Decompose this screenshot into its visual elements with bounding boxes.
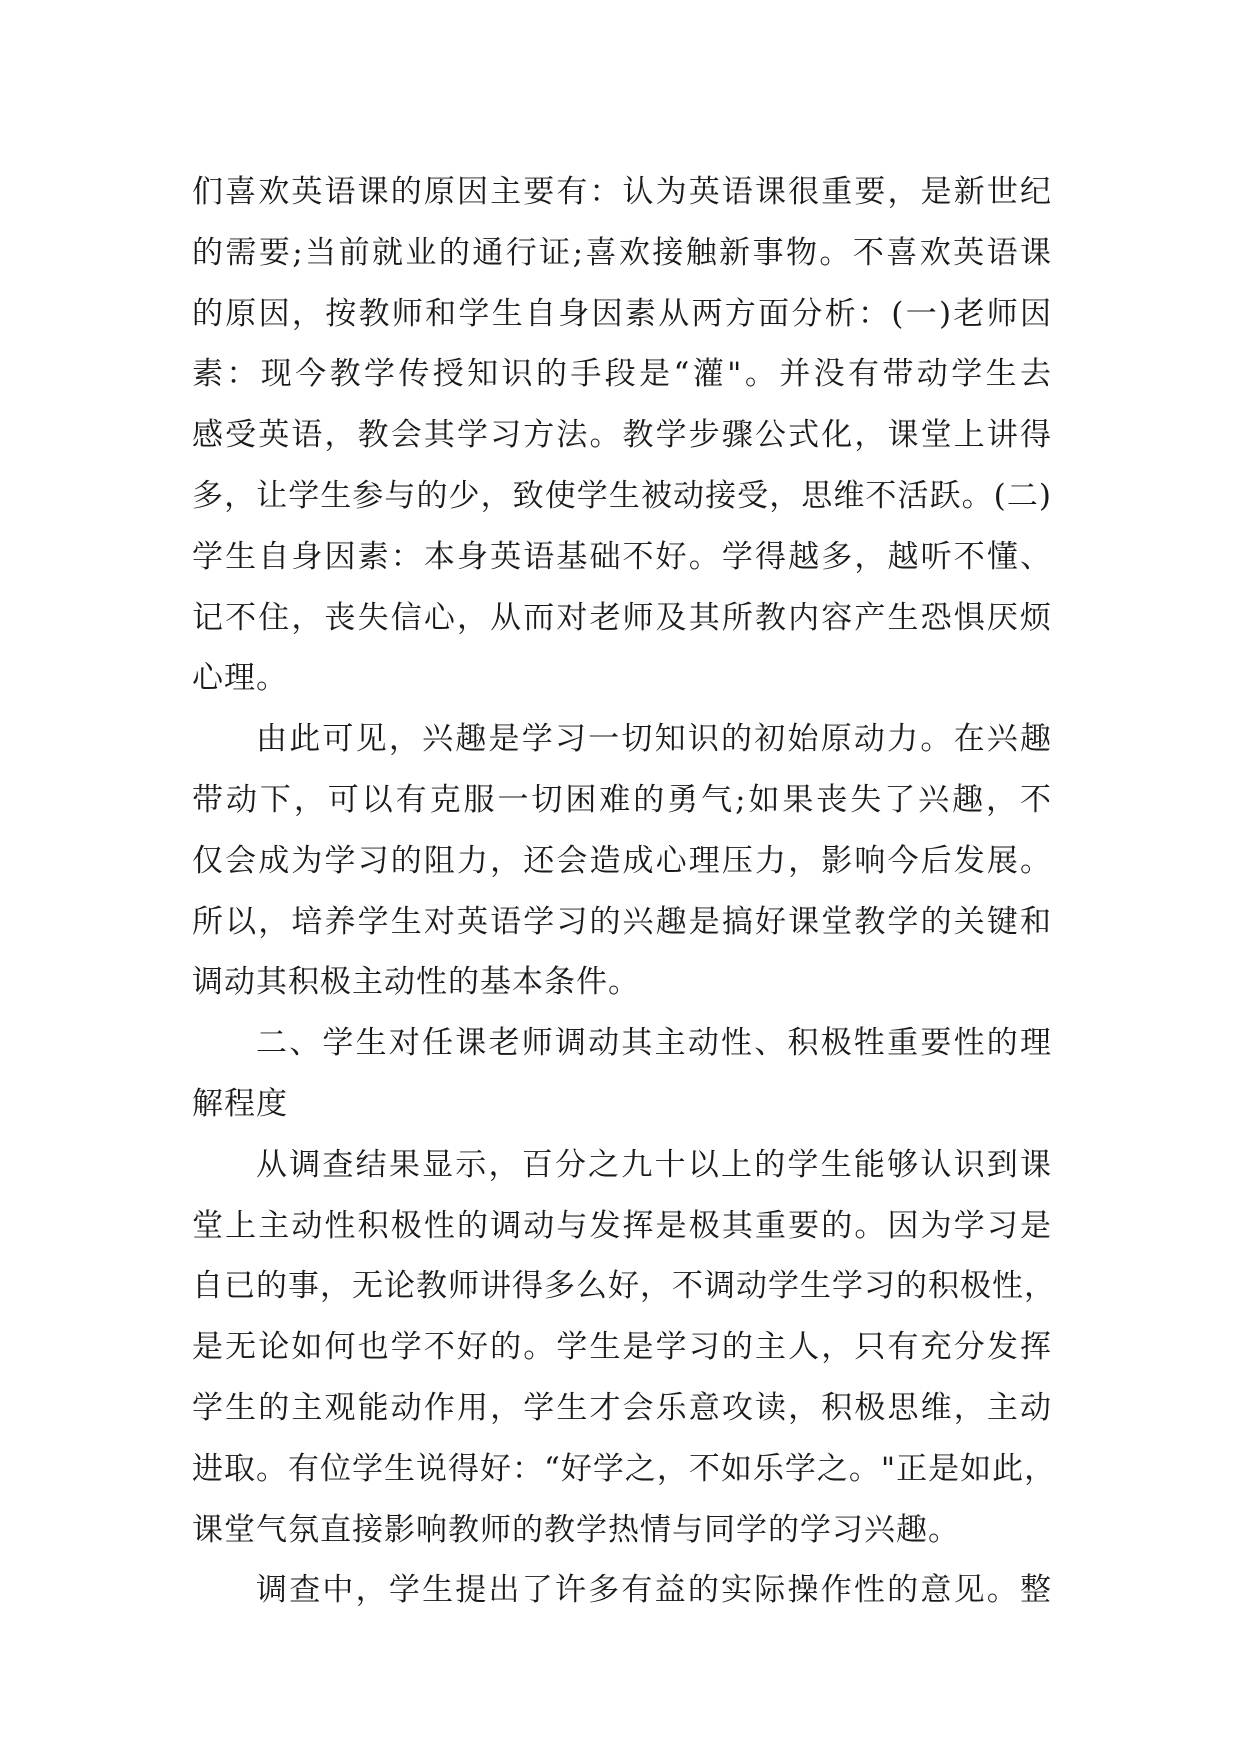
text-line: 从调查结果显示，百分之九十以上的学生能够认识到课 bbox=[256, 1146, 1052, 1183]
text-line: 多，让学生参与的少，致使学生被动接受，思维不活跃。(二) bbox=[192, 477, 1052, 514]
text-line: 心理。 bbox=[192, 660, 288, 697]
section-heading-2 bbox=[192, 1013, 1052, 1135]
paragraph-continuation bbox=[192, 162, 1052, 709]
text-line: 自已的事，无论教师讲得多么好，不调动学生学习的积极性， bbox=[192, 1268, 1056, 1305]
text-line: 所以，培养学生对英语学习的兴趣是搞好课堂教学的关键和 bbox=[192, 903, 1052, 940]
text-line: 的原因，按教师和学生自身因素从两方面分析：(一)老师因 bbox=[192, 295, 1052, 332]
text-line: 学生自身因素：本身英语基础不好。学得越多，越听不懂、 bbox=[192, 538, 1052, 575]
paragraph-survey-results bbox=[192, 1135, 1057, 1561]
text-line: 感受英语，教会其学习方法。教学步骤公式化，课堂上讲得 bbox=[192, 417, 1052, 454]
text-line: 是无论如何也学不好的。学生是学习的主人，只有充分发挥 bbox=[192, 1329, 1052, 1366]
paragraph-interest bbox=[192, 709, 1052, 1013]
body-text bbox=[192, 162, 1057, 1621]
text-line: 课堂气氛直接影响教师的教学热情与同学的学习兴趣。 bbox=[192, 1511, 960, 1548]
paragraph-suggestions bbox=[192, 1560, 1052, 1621]
text-line: 们喜欢英语课的原因主要有：认为英语课很重要，是新世纪 bbox=[192, 174, 1052, 210]
text-line: 素：现今教学传授知识的手段是“灌"。并没有带动学生去 bbox=[192, 356, 1052, 393]
text-line: 由此可见，兴趣是学习一切知识的初始原动力。在兴趣 bbox=[256, 721, 1052, 758]
text-line: 学生的主观能动作用，学生才会乐意攻读，积极思维，主动 bbox=[192, 1389, 1052, 1426]
text-line: 堂上主动性积极性的调动与发挥是极其重要的。因为学习是 bbox=[192, 1207, 1052, 1244]
text-line: 二、学生对任课老师调动其主动性、积极牲重要性的理 bbox=[256, 1025, 1052, 1062]
text-line: 记不住，丧失信心，从而对老师及其所教内容产生恐惧厌烦 bbox=[192, 599, 1052, 636]
text-line: 带动下，可以有克服一切困难的勇气;如果丧失了兴趣，不 bbox=[192, 781, 1052, 818]
text-line: 进取。有位学生说得好：“好学之，不如乐学之。"正是如此， bbox=[192, 1450, 1057, 1487]
text-line: 仅会成为学习的阻力，还会造成心理压力，影响今后发展。 bbox=[192, 842, 1052, 879]
text-line: 调动其积极主动性的基本条件。 bbox=[192, 964, 640, 1001]
text-line: 解程度 bbox=[192, 1085, 288, 1122]
text-line: 的需要;当前就业的通行证;喜欢接触新事物。不喜欢英语课 bbox=[192, 234, 1052, 271]
text-line: 调查中，学生提出了许多有益的实际操作性的意见。整 bbox=[256, 1572, 1052, 1609]
